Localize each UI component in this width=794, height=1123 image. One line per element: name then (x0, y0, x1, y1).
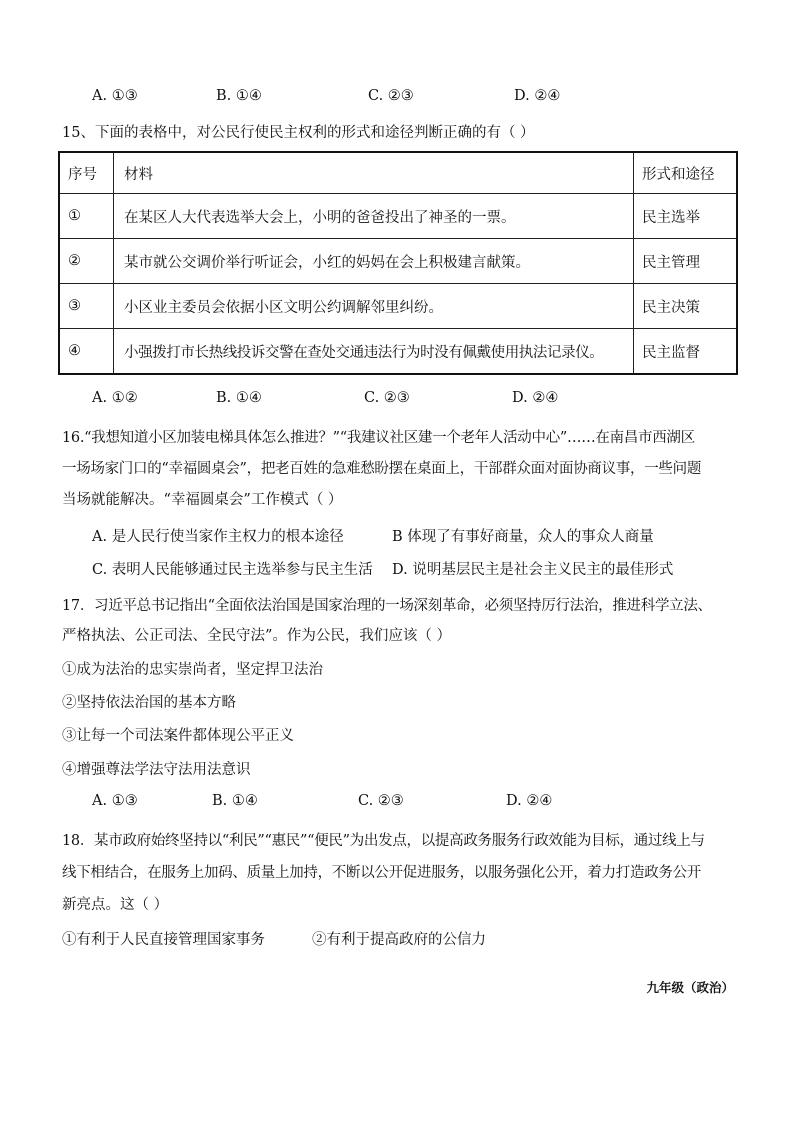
header-index: 序号 (59, 152, 114, 194)
q17-statement-4: ④增强尊法学法守法用法意识 (62, 762, 251, 778)
table-row (59, 329, 737, 375)
page-footer-grade: 九年级（政治） (646, 980, 734, 995)
q16-option-a: A. 是人民行使当家作主权力的根本途径 (92, 529, 344, 545)
q17-option-a: A. ①③ (92, 793, 138, 809)
q17-statement-3: ③让每一个司法案件都体现公平正义 (62, 728, 294, 744)
q17-line-1: 17．习近平总书记指出“全面依法治国是国家治理的一场深刻革命，必须坚持厉行法治，推进科学立法、 (62, 598, 712, 614)
q18-line-3: 新亮点。这（ ） (62, 897, 169, 913)
q17-option-b: B. ①④ (212, 793, 258, 809)
q14-option-d: D. ②④ (514, 88, 561, 104)
row-form: 民主管理 (634, 239, 738, 284)
q18-line-1: 18．某市政府始终坚持以“利民”“惠民”“便民”为出发点，以提高政务服务行政效能为目标，通过线上与 (62, 833, 705, 849)
q15-stem: 15、下面的表格中，对公民行使民主权利的形式和途径判断正确的有（ ） (62, 125, 535, 141)
q18-statement-2: ②有利于提高政府的公信力 (312, 932, 486, 948)
row-index: ④ (59, 329, 114, 375)
q17-option-d: D. ②④ (506, 793, 553, 809)
row-material: 某市就公交调价举行听证会，小红的妈妈在会上积极建言献策。 (114, 239, 634, 284)
q14-option-a: A. ①③ (92, 88, 138, 104)
q16-line-3: 当场就能解决。“幸福圆桌会”工作模式（ ） (62, 492, 343, 508)
q17-option-c: C. ②③ (358, 793, 404, 809)
q16-option-c: C. 表明人民能够通过民主选举参与民主生活 (92, 562, 373, 578)
q16-line-1: 16.“我想知道小区加装电梯具体怎么推进？”“我建议社区建一个老年人活动中心”……在南昌市西湖区 (62, 430, 695, 446)
table-row (59, 239, 737, 284)
header-form: 形式和途径 (634, 152, 738, 194)
row-index: ③ (59, 284, 114, 329)
row-material: 小强拨打市长热线投诉交警在查处交通违法行为时没有佩戴使用执法记录仪。 (114, 329, 634, 375)
table-header-row (59, 152, 737, 194)
row-material: 小区业主委员会依据小区文明公约调解邻里纠纷。 (114, 284, 634, 329)
row-material: 在某区人大代表选举大会上，小明的爸爸投出了神圣的一票。 (114, 194, 634, 239)
table-row (59, 194, 737, 239)
q15-option-b: B. ①④ (216, 390, 262, 406)
row-form: 民主选举 (634, 194, 738, 239)
q17-line-2: 严格执法、公正司法、全民守法”。作为公民，我们应该（ ） (62, 628, 452, 644)
header-material: 材料 (114, 152, 634, 194)
q17-statement-2: ②坚持依法治国的基本方略 (62, 695, 236, 711)
row-index: ① (59, 194, 114, 239)
q18-line-2: 线下相结合，在服务上加码、质量上加持，不断以公开促进服务，以服务强化公开，着力打造政务公开 (62, 865, 701, 881)
q17-statement-1: ①成为法治的忠实崇尚者，坚定捍卫法治 (62, 662, 323, 678)
q14-option-b: B. ①④ (216, 88, 262, 104)
q14-option-c: C. ②③ (368, 88, 414, 104)
row-form: 民主决策 (634, 284, 738, 329)
q18-statement-1: ①有利于人民直接管理国家事务 (62, 932, 265, 948)
row-form: 民主监督 (634, 329, 738, 375)
q15-option-c: C. ②③ (364, 390, 410, 406)
q15-table (58, 151, 738, 375)
table-row (59, 284, 737, 329)
q16-option-b: B 体现了有事好商量，众人的事众人商量 (392, 529, 654, 545)
row-index: ② (59, 239, 114, 284)
q15-option-d: D. ②④ (512, 390, 559, 406)
q15-option-a: A. ①② (92, 390, 138, 406)
q16-option-d: D. 说明基层民主是社会主义民主的最佳形式 (392, 562, 674, 578)
q16-line-2: 一场场家门口的“幸福圆桌会”，把老百姓的急难愁盼摆在桌面上，干部群众面对面协商议事，一些问题 (62, 461, 702, 477)
